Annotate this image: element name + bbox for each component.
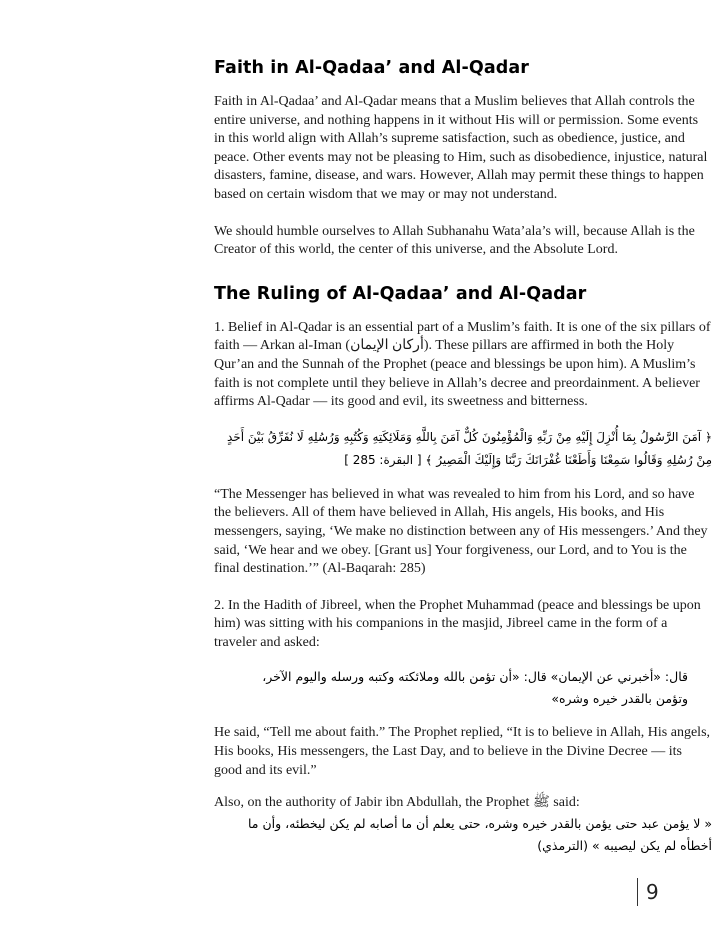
verse-translation: “The Messenger has believed in what was revealed to him from his Lord, and so have the believers. All of them have believed in Allah, His angels, His books, and His messengers, saying, ‘We make no distinction between any of His messengers.’ And they said, ‘We hear and we obey. [Grant us] Your forgiveness, our Lord, and to You is the final destination.’” (Al-Baqarah: 285) xyxy=(214,486,708,577)
page-number: 9 xyxy=(637,878,659,906)
paragraph: Faith in Al-Qadaa’ and Al-Qadar means that a Muslim believes that Allah controls the entire universe, and nothing happens in it without His will or permission. Some events in this world align with Allah’s supreme satisfaction, such as obedience, justice, and peace. Other events may not be pleasing to Him, such as disobedience, injustice, natural disasters, famine, disease, and wars. However, Allah may permit these things to happen based on certain wisdom that we may or may not understand. xyxy=(214,94,708,202)
quran-verse-arabic: ﴿ آمَنَ الرَّسُولُ بِمَا أُنْزِلَ إِلَيْهِ مِنْ رَبِّهِ وَالْمُؤْمِنُونَ كُلٌّ آمَنَ بِاللَّهِ وَمَلَائِكَتِهِ وَكُتُبِهِ وَرُسُلِهِ لَا نُفَرِّقُ بَيْنَ أَحَدٍ مِنْ رُسُلِهِ وَقَالُوا سَمِعْنَا وَأَطَعْنَا غُفْرَانَكَ رَبَّنَا وَإِلَيْكَ الْمَصِيرُ ﴾ [ البقرة: 285 ] xyxy=(226,429,712,467)
paragraph: 2. In the Hadith of Jibreel, when the Prophet Muhammad (peace and blessings be upon him) was sitting with his companions in the masjid, Jibreel came in the form of a traveler and asked: xyxy=(214,597,701,650)
section-heading-faith: Faith in Al-Qadaa’ and Al-Qadar xyxy=(214,58,530,78)
paragraph: Also, on the authority of Jabir ibn Abdullah, the Prophet ﷺ said: xyxy=(214,795,580,811)
hadith-arabic: قال: «أخبرني عن الإيمان» قال: «أن تؤمن بالله وملائكته وكتبه ورسله واليوم الآخر، وتؤمن بالقدر خيره وشره» xyxy=(262,669,688,707)
paragraph: We should humble ourselves to Allah Subhanahu Wata’ala’s will, because Allah is the Creator of this world, the center of this universe, and the Absolute Lord. xyxy=(214,223,695,258)
hadith-arabic: « لا يؤمن عبد حتى يؤمن بالقدر خيره وشره، حتى يعلم أن ما أصابه لم يكن ليخطئه، وأن ما أخطأه لم يكن ليصيبه » (الترمذي) xyxy=(247,815,712,853)
page-content xyxy=(214,58,712,857)
hadith-translation: He said, “Tell me about faith.” The Prophet replied, “It is to believe in Allah, His angels, His books, His messengers, the Last Day, and to believe in the Divine Decree — its good and its evil.” xyxy=(214,725,711,778)
paragraph: 1. Belief in Al-Qadar is an essential part of a Muslim’s faith. It is one of the six pillars of faith — Arkan al-Iman (أركان الإيمان). These pillars are affirmed in both the Holy Qur’an and the Sunnah of the Prophet (peace and blessings be upon him). A Muslim’s faith is not complete until they believe in Allah’s decree and preordainment. A believer affirms Al-Qadar — its good and evil, its sweetness and bitterness. xyxy=(214,319,711,410)
section-heading-ruling: The Ruling of Al-Qadaa’ and Al-Qadar xyxy=(214,283,587,304)
